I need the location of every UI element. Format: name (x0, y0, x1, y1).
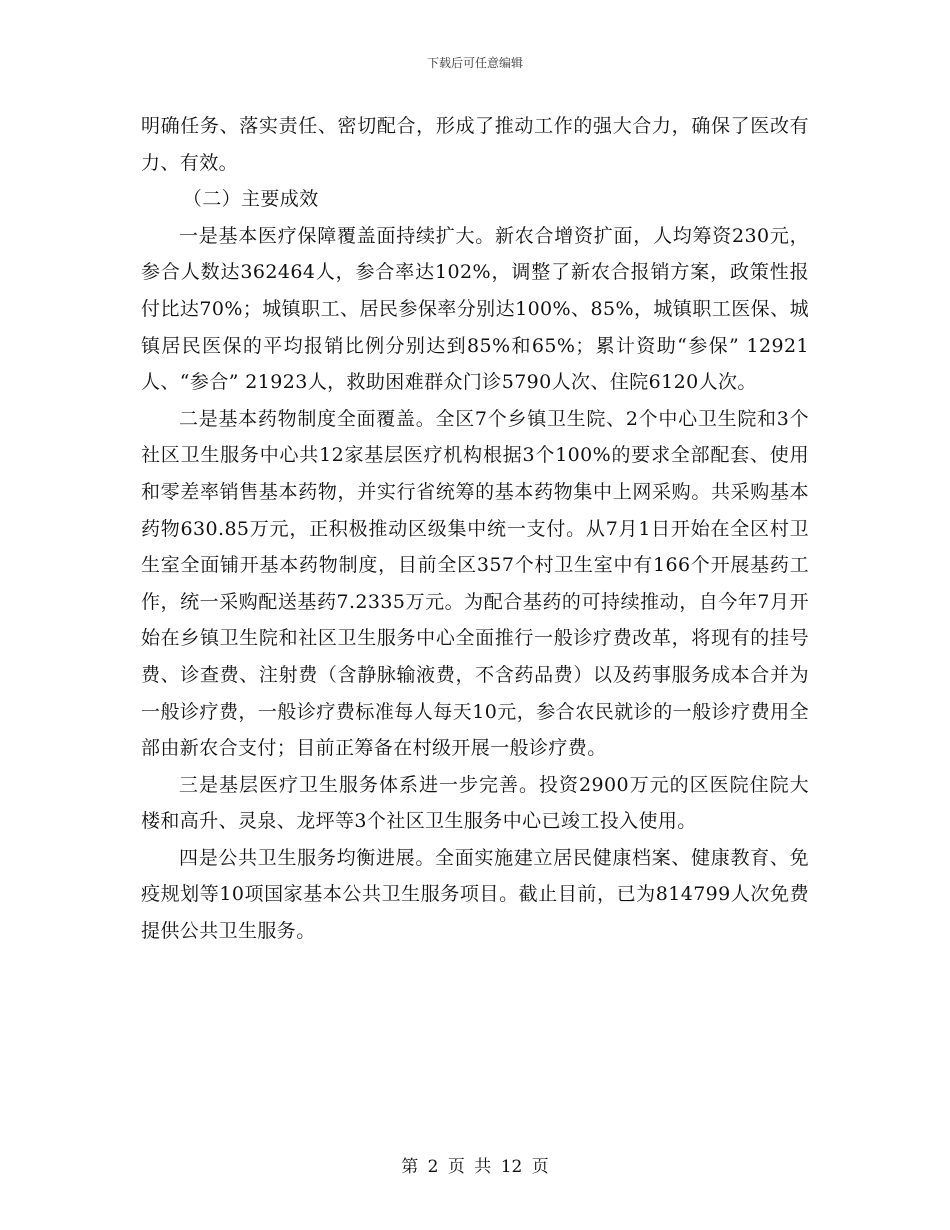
section-heading-main-results: （二）主要成效 (182, 188, 319, 211)
page-header-note: 下载后可任意编辑 (426, 56, 523, 70)
paragraph-primary-care-system: 三是基层医疗卫生服务体系进一步完善。投资2900万元的区医院住院大楼和高升、灵泉、龙坪等3个社区卫生服务中心已竣工投入使用。 (141, 773, 809, 833)
paragraph-medical-insurance: 一是基本医疗保障覆盖面持续扩大。新农合增资扩面，人均筹资230元，参合人数达362464人，参合率达102%，调整了新农合报销方案，政策性报付比达70%；城镇职工、居民参保率分别达100%、85%，城镇职工医保、城镇居民医保的平均报销比例分别达到85%和65%；累计资助“参保” 12921人、“参合” 21923人，救助困难群众门诊5790人次、住院6120人次。 (141, 224, 809, 394)
paragraph-continuation: 明确任务、落实责任、密切配合，形成了推动工作的强大合力，确保了医改有力、有效。 (141, 115, 809, 174)
document-body (141, 108, 809, 950)
page-number-footer: 第 2 页 共 12 页 (401, 1157, 549, 1177)
paragraph-essential-drugs: 二是基本药物制度全面覆盖。全区7个乡镇卫生院、2个中心卫生院和3个社区卫生服务中心共12家基层医疗机构根据3个100%的要求全部配套、使用和零差率销售基本药物，并实行省统筹的基本药物集中上网采购。共采购基本药物630.85万元，正积极推动区级集中统一支付。从7月1日开始在全区村卫生室全面铺开基本药物制度，目前全区357个村卫生室中有166个开展基药工作，统一采购配送基药7.2335万元。为配合基药的可持续推动，自今年7月开始在乡镇卫生院和社区卫生服务中心全面推行一般诊疗费改革，将现有的挂号费、诊查费、注射费（含静脉输液费，不含药品费）以及药事服务成本合并为一般诊疗费，一般诊疗费标准每人每天10元，参合农民就诊的一般诊疗费用全部由新农合支付；目前正筹备在村级开展一般诊疗费。 (141, 407, 809, 760)
paragraph-public-health: 四是公共卫生服务均衡进展。全面实施建立居民健康档案、健康教育、免疫规划等10项国家基本公共卫生服务项目。截止目前，已为814799人次免费提供公共卫生服务。 (141, 846, 809, 943)
